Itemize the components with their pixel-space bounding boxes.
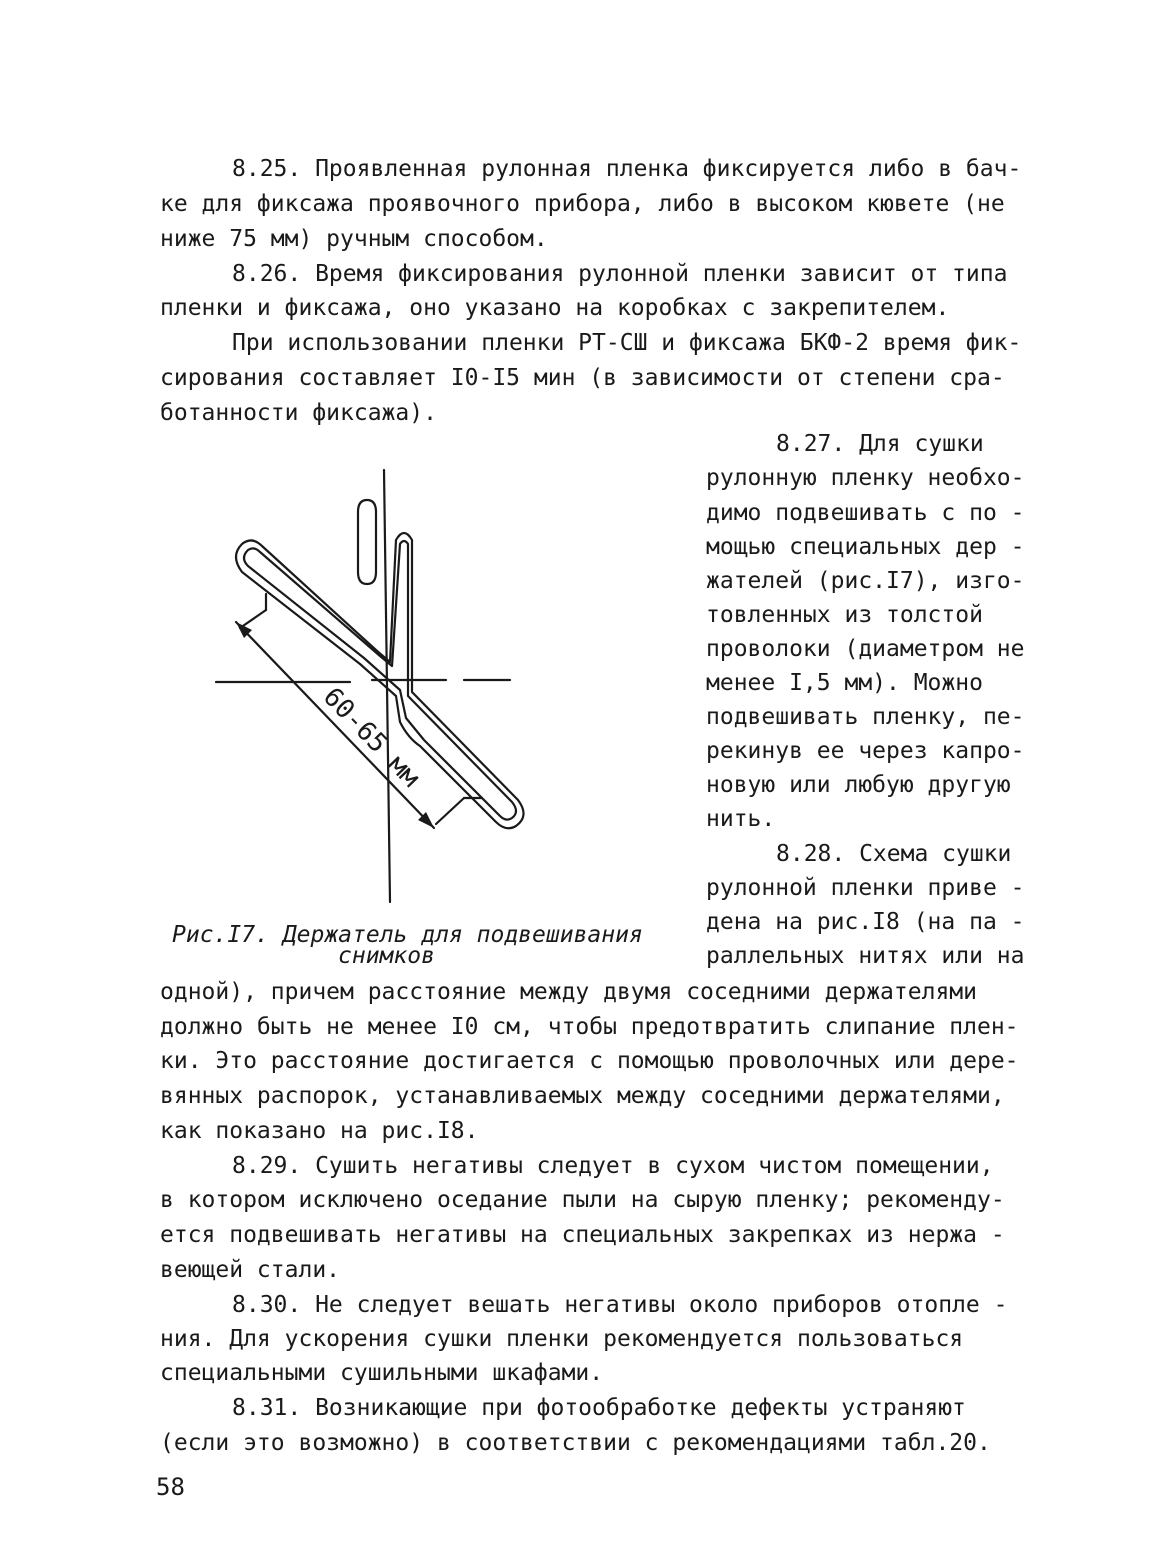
page-number: 58 <box>156 1473 185 1501</box>
side-column-line: дена на рис.I8 (на па - <box>706 909 1025 935</box>
side-column-line: жателей (рис.I7), изго- <box>706 568 1025 594</box>
paragraph-line: ки. Это расстояние достигается с помощью проволочных или дере- <box>160 1048 1019 1074</box>
dimension-extension <box>240 610 266 628</box>
paragraph-line: (если это возможно) в соответствии с рекомендациями табл.20. <box>160 1430 991 1456</box>
paragraph-line: 8.29. Сушить негативы следует в сухом чистом помещении, <box>232 1153 994 1179</box>
figure-caption: Рис.I7. Держатель для подвешивания <box>172 922 643 948</box>
side-column-line: раллельных нитях или на <box>706 943 1025 969</box>
paragraph-line: пленки и фиксажа, оно указано на коробках с закрепителем. <box>160 295 950 321</box>
side-column-line: товленных из толстой <box>706 602 983 628</box>
paragraph-line: одной), причем расстояние между двумя соседними держателями <box>160 979 977 1005</box>
dimension-extension <box>436 798 464 824</box>
side-column-line: 8.28. Схема сушки <box>776 841 1012 867</box>
side-column-line: менее I,5 мм). Можно <box>706 670 983 696</box>
side-column-line: мощью специальных дер - <box>706 534 1025 560</box>
paragraph-line: должно быть не менее I0 см, чтобы предотвратить слипание плен- <box>160 1014 1019 1040</box>
side-column-line: рулонной пленки приве - <box>706 875 1025 901</box>
paragraph-line: вянных распорок, устанавливаемых между соседними держателями, <box>160 1083 1005 1109</box>
figure-caption: снимков <box>338 943 435 969</box>
paragraph-line: При использовании пленки РТ-СШ и фиксажа БКФ-2 время фик- <box>232 330 1022 356</box>
paragraph-line: ке для фиксажа проявочного прибора, либо в высоком кювете (не <box>160 191 1005 217</box>
paragraph-line: сирования составляет I0-I5 мин (в зависимости от степени сра- <box>160 365 1005 391</box>
paragraph-line: 8.31. Возникающие при фотообработке дефекты устраняют <box>232 1395 966 1421</box>
side-column-line: рекинув ее через капро- <box>706 738 1025 764</box>
paragraph-line: ботанности фиксажа). <box>160 400 437 426</box>
side-column-line: 8.27. Для сушки <box>776 431 984 457</box>
paragraph-line: 8.30. Не следует вешать негативы около приборов отопле - <box>232 1292 1008 1318</box>
side-column-line: димо подвешивать с по - <box>706 500 1025 526</box>
paragraph-line: 8.25. Проявленная рулонная пленка фиксируется либо в бач- <box>232 156 1022 182</box>
top-loop <box>358 500 376 584</box>
paragraph-line: ется подвешивать негативы на специальных закрепках из нержа - <box>160 1222 1005 1248</box>
paragraph-line: специальными сушильными шкафами. <box>160 1360 604 1386</box>
paragraph-line: ниже 75 мм) ручным способом. <box>160 226 548 252</box>
paragraph-line: веющей стали. <box>160 1257 341 1283</box>
side-column-line: нить. <box>706 806 776 832</box>
dimension-line <box>236 622 434 828</box>
paragraph-line: 8.26. Время фиксирования рулонной пленки зависит от типа <box>232 261 1008 287</box>
dimension-label: 60-65 мм <box>316 682 426 793</box>
side-column-line: рулонную пленку необхо- <box>706 465 1025 491</box>
side-column-line: новую или любую другую <box>706 772 1011 798</box>
paragraph-line: ния. Для ускорения сушки пленки рекомендуется пользоваться <box>160 1326 964 1352</box>
paragraph-line: в котором исключено оседание пыли на сырую пленку; рекоменду- <box>160 1187 1005 1213</box>
holder-figure <box>200 460 560 910</box>
side-column-line: проволоки (диаметром не <box>706 636 1025 662</box>
side-column-line: подвешивать пленку, пе- <box>706 704 1025 730</box>
paragraph-line: как показано на рис.I8. <box>160 1118 479 1144</box>
